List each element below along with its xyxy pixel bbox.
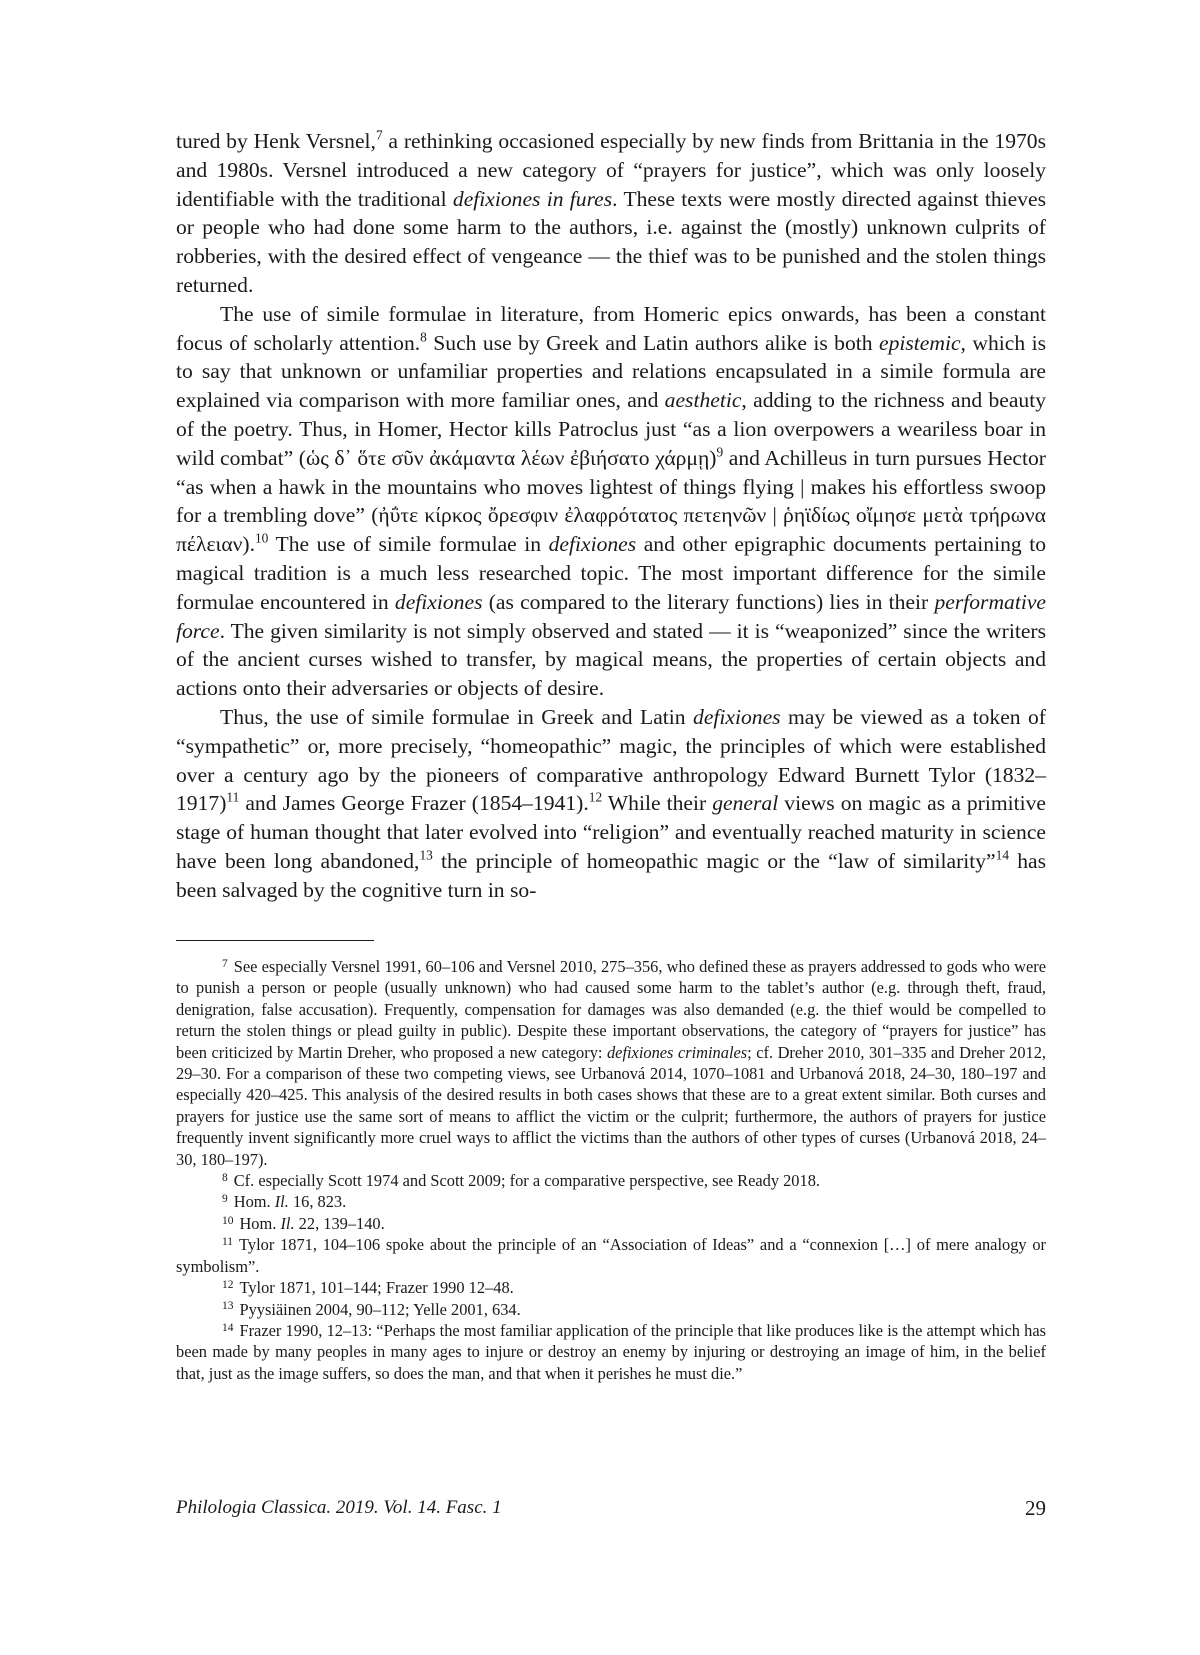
footnote-number: 10 bbox=[222, 1214, 234, 1227]
text-segment: Tylor 1871, 104–106 spoke about the principle of an “Association of Ideas” and a “connexion […] of mere analogy or symbolism”. bbox=[176, 1235, 1046, 1276]
text-segment: (as compared to the literary functions) lies in their bbox=[482, 589, 935, 614]
footnote-ref-13[interactable]: 13 bbox=[419, 847, 433, 863]
body-paragraph-3 bbox=[176, 703, 1046, 905]
footnote-ref-9[interactable]: 9 bbox=[716, 444, 724, 460]
footnote-ref-10[interactable]: 10 bbox=[254, 530, 269, 546]
text-segment: 22, 139–140. bbox=[294, 1213, 385, 1233]
italic-term: defixiones criminales bbox=[606, 1042, 748, 1062]
footnote-number: 9 bbox=[222, 1193, 228, 1206]
text-segment: The use of simile formulae in bbox=[268, 532, 549, 557]
text-segment: Pyysiäinen 2004, 90–112; Yelle 2001, 634. bbox=[239, 1299, 521, 1319]
footnote-7 bbox=[176, 956, 1046, 1170]
journal-title: Philologia Classica. 2019. Vol. 14. Fasc. 1 bbox=[176, 1497, 502, 1518]
italic-term: defixiones bbox=[693, 704, 781, 729]
italic-term: aesthetic bbox=[664, 388, 742, 413]
body-paragraph-2 bbox=[176, 300, 1046, 703]
text-segment: Frazer 1990, 12–13: “Perhaps the most familiar application of the principle that like produces like is the attempt which has been made by many peoples in many ages to injure or destroy an enemy by injuring or destroying an image of him, in the belief that, just as the image suffers, so does the man, and that when it perishes he must die.” bbox=[176, 1320, 1046, 1383]
footnote-12 bbox=[176, 1277, 1046, 1298]
text-segment: a rethinking occasioned especially by new finds from Brittania in the 1970s and 1980s. Versnel introduced a new category of “prayers for justice”, which was only loosely identifiable with the traditional bbox=[176, 129, 1046, 211]
italic-term: Il. bbox=[280, 1213, 295, 1233]
footnote-11 bbox=[176, 1234, 1046, 1277]
footnote-8 bbox=[176, 1170, 1046, 1191]
body-paragraph-1 bbox=[176, 127, 1046, 300]
footnote-ref-12[interactable]: 12 bbox=[588, 790, 603, 806]
text-segment: Hom. bbox=[233, 1192, 275, 1212]
italic-term: defixiones bbox=[394, 589, 483, 614]
text-segment: the principle of homeopathic magic or the “law of similarity” bbox=[432, 848, 996, 873]
text-segment: and other epigraphic documents pertaining to magical tradition is a much less researched topic. The most important difference for the simile formulae encountered in bbox=[176, 532, 1046, 614]
text-segment: may be viewed as a token of “sympathetic” or, more precisely, “homeopathic” magic, the principles of which were established over a century ago by the pioneers of comparative anthropology Edward Burnett Tylor (1832–1917) bbox=[176, 704, 1046, 816]
text-segment: tured by Henk Versnel, bbox=[176, 129, 376, 153]
text-segment: , which is to say that unknown or unfamiliar properties and relations encapsulated in a simile formula are explained via comparison with more familiar ones, and bbox=[176, 330, 1046, 413]
footnote-number: 14 bbox=[222, 1321, 234, 1334]
footnote-number: 13 bbox=[222, 1300, 234, 1313]
footnote-ref-7[interactable]: 7 bbox=[375, 127, 383, 143]
text-segment: views on magic as a primitive stage of human thought that later evolved into “religion” and eventually reached maturity in science have been long abandoned, bbox=[176, 791, 1047, 873]
text-segment: . The given similarity is not simply observed and stated — it is “weaponized” since the writers of the ancient curses wished to transfer, by magical means, the properties of certain objects and actions onto their adversaries or objects of desire. bbox=[176, 618, 1046, 701]
italic-term: epistemic bbox=[879, 330, 961, 355]
text-segment: While their bbox=[602, 791, 713, 816]
text-segment: 16, 823. bbox=[288, 1192, 347, 1212]
page-number: 29 bbox=[1025, 1496, 1046, 1520]
footnote-10 bbox=[176, 1213, 1046, 1234]
footnote-14 bbox=[176, 1320, 1046, 1384]
text-segment: Tylor 1871, 101–144; Frazer 1990 12–48. bbox=[239, 1278, 514, 1298]
text-segment: . These texts were mostly directed against thieves or people who had done some harm to the authors, i.e. against the (mostly) unknown culprits of robberies, with the desired effect of vengeance — the thief was to be punished and the stolen things returned. bbox=[176, 186, 1046, 297]
footnote-number: 11 bbox=[222, 1236, 234, 1249]
italic-term: performative force bbox=[176, 589, 1046, 643]
italic-term: defixiones in fures bbox=[452, 186, 613, 211]
footnote-number: 8 bbox=[222, 1171, 228, 1184]
body-text bbox=[176, 127, 1046, 905]
italic-term: defixiones bbox=[548, 532, 637, 557]
text-segment: has been salvaged by the cognitive turn in so- bbox=[176, 848, 1046, 902]
text-segment: See especially Versnel 1991, 60–106 and Versnel 2010, 275–356, who defined these as prayers addressed to gods who were to punish a person or people (usually unknown) who had caused some harm to the tablet’s author (e.g. through theft, fraud, denigration, false accusation). Frequently, compensation for damages was also demanded (e.g. the thief would be compelled to return the stolen things or plead guilty in public). Despite these important observations, the category of “prayers for justice” has been criticized by Martin Dreher, who proposed a new category: bbox=[176, 957, 1046, 1062]
footnote-number: 7 bbox=[222, 957, 228, 970]
text-segment: The use of simile formulae in literature, from Homeric epics onwards, has been a constant focus of scholarly attention. bbox=[176, 301, 1046, 355]
footnote-number: 12 bbox=[222, 1278, 234, 1291]
text-segment: Hom. bbox=[239, 1213, 281, 1233]
footnote-9 bbox=[176, 1191, 1046, 1212]
text-segment: , adding to the richness and beauty of the poetry. Thus, in Homer, Hector kills Patroclus just “as a lion overpowers a weariless boar in wild combat” (ὡς δ᾽ ὅτε σῦν ἀκάμαντα λέων ἐβιήσατο χάρμῃ) bbox=[176, 388, 1047, 470]
page-footer bbox=[176, 1493, 1046, 1523]
footnote-ref-14[interactable]: 14 bbox=[995, 847, 1010, 863]
italic-term: Il. bbox=[274, 1192, 289, 1212]
footnotes bbox=[176, 956, 1046, 1384]
footnote-ref-11[interactable]: 11 bbox=[226, 790, 240, 806]
footnote-separator bbox=[176, 940, 374, 941]
italic-term: general bbox=[712, 791, 779, 816]
text-segment: ; cf. Dreher 2010, 301–335 and Dreher 2012, 29–30. For a comparison of these two competing views, see Urbanová 2014, 1070–1081 and Urbanová 2018, 24–30, 180–197 and especially 420–425. This analysis of the desired results in both cases shows that these are to a great extent similar. Both curses and prayers for justice use the same sort of means to afflict the victim or the culprit; furthermore, the authors of prayers for justice frequently invent significantly more cruel ways to afflict the victims than the authors of other types of curses (Urbanová 2018, 24–30, 180–197). bbox=[176, 1042, 1047, 1169]
text-segment: Cf. especially Scott 1974 and Scott 2009; for a comparative perspective, see Ready 2018. bbox=[233, 1171, 820, 1191]
text-segment: Thus, the use of simile formulae in Greek and Latin bbox=[220, 704, 694, 729]
text-segment: and James George Frazer (1854–1941). bbox=[239, 791, 589, 816]
footnote-13 bbox=[176, 1299, 1046, 1320]
text-segment: and Achilleus in turn pursues Hector “as when a hawk in the mountains who moves lightest of things flying | makes his effortless swoop for a trembling dove” (ἠΰτε κίρκος ὄρεσφιν ἐλαφρότατος πετεηνῶν | ῥηϊδίως οἴμησε μετὰ τρήρωνα πέλειαν). bbox=[176, 445, 1046, 557]
footnote-ref-8[interactable]: 8 bbox=[420, 329, 427, 345]
text-segment: Such use by Greek and Latin authors alike is both bbox=[426, 330, 879, 355]
